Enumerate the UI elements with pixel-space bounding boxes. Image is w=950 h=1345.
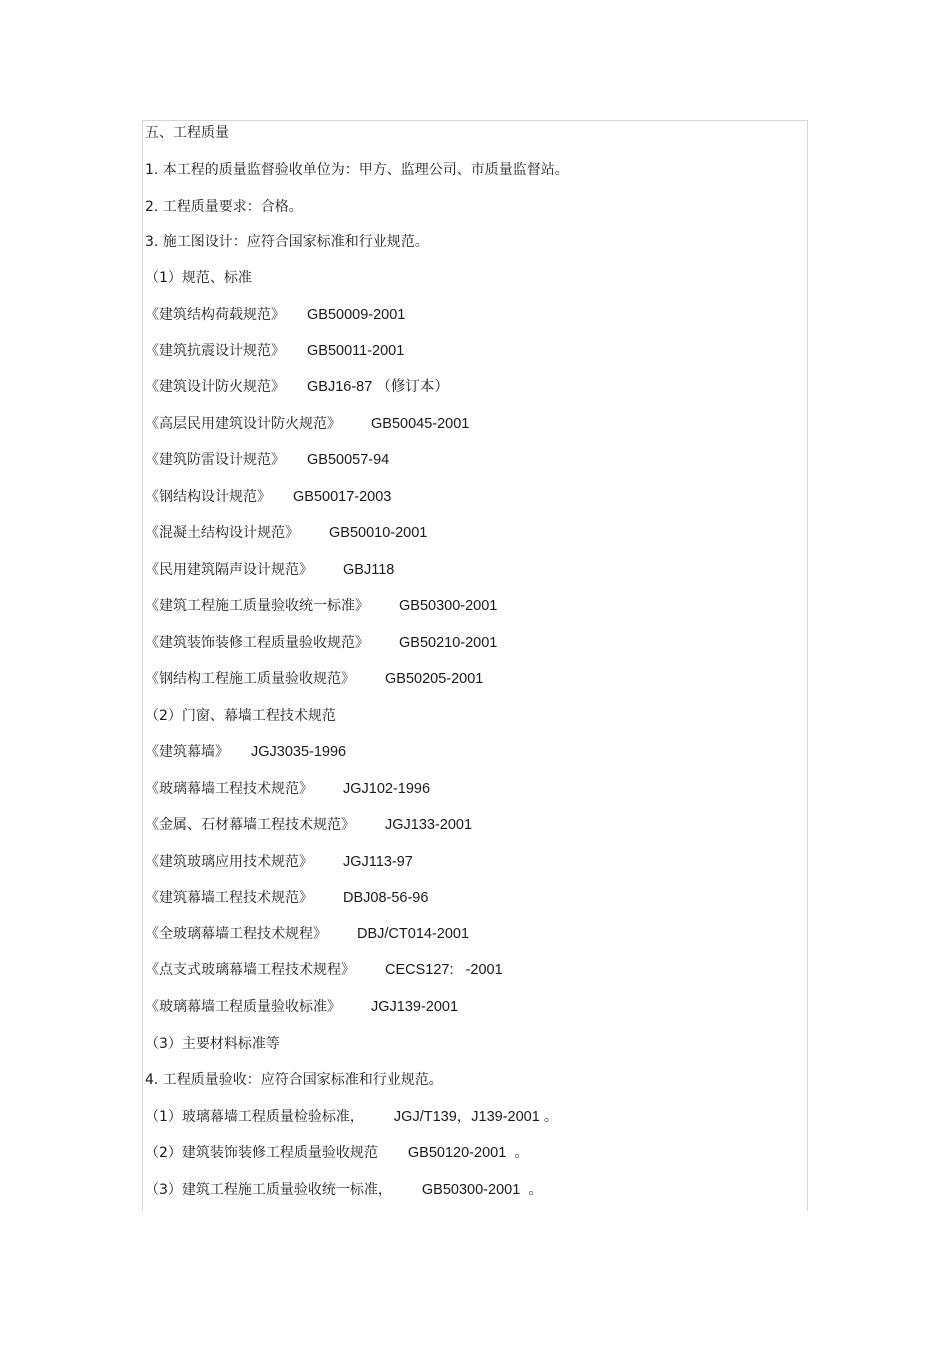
paragraph-3: 3. 施工图设计：应符合国家标准和行业规范。	[145, 234, 429, 250]
standard-item: 《点支式玻璃幕墙工程技术规程》 CECS127: -2001	[145, 962, 503, 978]
standard-item: 《建筑幕墙工程技术规范》 DBJ08-56-96	[145, 890, 429, 906]
standard-item: 《高层民用建筑设计防火规范》 GB50045-2001	[145, 416, 470, 432]
standard-item: 《玻璃幕墙工程质量验收标准》 JGJ139-2001	[145, 999, 459, 1015]
paragraph-2: 2. 工程质量要求：合格。	[145, 199, 303, 215]
subheading-3: （3）主要材料标准等	[145, 1036, 280, 1052]
acceptance-item: （1）玻璃幕墙工程质量检验标准， JGJ/T139，J139-2001 。	[145, 1109, 559, 1125]
standard-item: 《建筑设计防火规范》 GBJ16-87 （修订本）	[145, 379, 449, 395]
standard-item: 《建筑结构荷载规范》 GB50009-2001	[145, 307, 406, 323]
paragraph-4: 4. 工程质量验收：应符合国家标准和行业规范。	[145, 1072, 443, 1088]
standard-item: 《金属、石材幕墙工程技术规范》 JGJ133-2001	[145, 817, 473, 833]
standard-item: 《建筑抗震设计规范》 GB50011-2001	[145, 343, 405, 359]
standard-item: 《玻璃幕墙工程技术规范》 JGJ102-1996	[145, 781, 431, 797]
paragraph-1: 1. 本工程的质量监督验收单位为：甲方、监理公司、市质量监督站。	[145, 162, 569, 178]
acceptance-item: （3）建筑工程施工质量验收统一标准， GB50300-2001 。	[145, 1182, 543, 1198]
standard-item: 《建筑防雷设计规范》 GB50057-94	[145, 452, 390, 468]
standard-item: 《建筑幕墙》 JGJ3035-1996	[145, 744, 347, 760]
standard-item: 《钢结构工程施工质量验收规范》 GB50205-2001	[145, 671, 484, 687]
subheading-1: （1）规范、标准	[145, 270, 252, 286]
standard-item: 《民用建筑隔声设计规范》 GBJ118	[145, 562, 395, 578]
acceptance-item: （2）建筑装饰装修工程质量验收规范 GB50120-2001 。	[145, 1145, 529, 1161]
standard-item: 《混凝土结构设计规范》 GB50010-2001	[145, 525, 428, 541]
standard-item: 《建筑工程施工质量验收统一标准》 GB50300-2001	[145, 598, 498, 614]
standard-item: 《钢结构设计规范》 GB50017-2003	[145, 489, 392, 505]
standard-item: 《建筑玻璃应用技术规范》 JGJ113-97	[145, 854, 413, 870]
standard-item: 《全玻璃幕墙工程技术规程》 DBJ/CT014-2001	[145, 926, 470, 942]
standard-item: 《建筑装饰装修工程质量验收规范》 GB50210-2001	[145, 635, 498, 651]
section-title: 五、工程质量	[145, 125, 229, 141]
subheading-2: （2）门窗、幕墙工程技术规范	[145, 708, 336, 724]
